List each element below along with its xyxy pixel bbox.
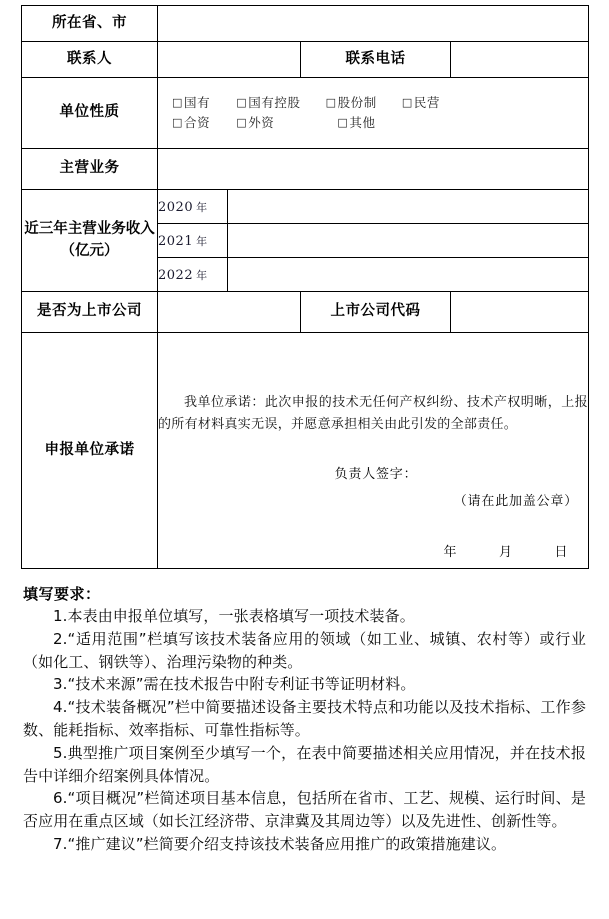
unit-nature-options	[158, 78, 589, 149]
table-row-contact	[22, 42, 589, 78]
revenue-year-value: 2022	[158, 267, 194, 283]
label-province-city: 所在省、市	[22, 6, 158, 42]
requirement-item-2: 2.“适用范围”栏填写该技术装备应用的领域（如工业、城镇、农村等）或行业（如化工、钢铁等）、治理污染物的种类。	[23, 629, 586, 671]
label-unit-nature: 单位性质	[22, 78, 158, 149]
input-contact-person[interactable]	[158, 42, 301, 78]
application-form-table	[21, 5, 589, 569]
table-row-unit-nature	[22, 78, 589, 149]
revenue-year-unit: 年	[196, 234, 208, 248]
table-row-province-city	[22, 6, 589, 42]
commitment-content	[158, 333, 589, 569]
date-year-label: 年	[443, 545, 457, 560]
table-row-revenue-2020	[22, 190, 589, 224]
checkbox-icon: □	[325, 95, 337, 109]
filling-requirements-section	[21, 583, 588, 856]
unit-nature-options-row-2	[158, 113, 588, 134]
input-main-business[interactable]	[158, 149, 589, 190]
checkbox-option-joint-venture[interactable]	[172, 117, 210, 130]
label-listed-code: 上市公司代码	[301, 292, 451, 333]
table-row-main-business	[22, 149, 589, 190]
unit-nature-options-row-1	[158, 93, 588, 114]
checkbox-option-private[interactable]	[401, 94, 441, 110]
revenue-year-value: 2021	[158, 233, 194, 249]
revenue-year-unit: 年	[196, 268, 208, 282]
label-commitment: 申报单位承诺	[22, 333, 158, 569]
checkbox-option-joint-stock[interactable]	[325, 94, 377, 110]
date-line	[158, 541, 574, 560]
input-province-city[interactable]	[158, 6, 589, 42]
label-contact-person: 联系人	[22, 42, 158, 78]
label-revenue-year-2020	[158, 190, 228, 224]
checkbox-option-other[interactable]	[337, 117, 375, 130]
label-main-business: 主营业务	[22, 149, 158, 190]
signature-label[interactable]: 负责人签字：	[334, 466, 418, 482]
checkbox-icon: □	[236, 116, 248, 129]
requirement-item-3: 3.“技术来源”需在技术报告中附专利证书等证明材料。	[53, 675, 416, 694]
checkbox-option-state-holding[interactable]	[236, 94, 301, 110]
checkbox-label: 国有	[184, 94, 211, 110]
input-is-listed[interactable]	[158, 292, 301, 333]
checkbox-icon: □	[172, 116, 183, 129]
input-revenue-2021[interactable]	[228, 224, 589, 258]
requirement-item-4: 4.“技术装备概况”栏中简要描述设备主要技术特点和功能以及技术指标、工作参数、能耗指标、效率指标、可靠性指标等。	[23, 698, 586, 739]
revenue-year-value: 2020	[158, 199, 194, 215]
requirement-item-6: 6.“项目概况”栏简述项目基本信息，包括所在省市、工艺、规模、运行时间、是否应用在重点区域（如长江经济带、京津冀及其周边等）以及先进性、创新性等。	[23, 789, 586, 831]
input-revenue-2020[interactable]	[228, 190, 589, 224]
checkbox-label: 其他	[349, 115, 376, 130]
checkbox-label: 股份制	[337, 94, 377, 110]
input-contact-phone[interactable]	[451, 42, 589, 78]
date-month-label: 月	[498, 545, 513, 560]
checkbox-label: 民营	[413, 94, 441, 110]
checkbox-label: 合资	[184, 115, 211, 130]
requirement-item-5: 5.典型推广项目案例至少填写一个，在表中简要描述相关应用情况，并在技术报告中详细介绍案例具体情况。	[23, 743, 586, 785]
filling-requirements-title: 填写要求：	[23, 585, 101, 603]
table-row-commitment	[22, 333, 589, 569]
input-listed-code[interactable]	[451, 292, 589, 333]
input-revenue-2022[interactable]	[228, 258, 589, 292]
seal-note: （请在此加盖公章）	[453, 493, 578, 509]
requirement-item-1: 1.本表由申报单位填写，一张表格填写一项技术装备。	[53, 607, 415, 625]
label-revenue-year-2021	[158, 224, 228, 258]
requirement-item-7: 7.“推广建议”栏简要介绍支持该技术装备应用推广的政策措施建议。	[53, 834, 507, 853]
checkbox-icon: □	[337, 116, 349, 129]
label-revenue-year-2022	[158, 258, 228, 292]
checkbox-icon: □	[172, 95, 183, 109]
table-row-listed	[22, 292, 589, 333]
checkbox-icon: □	[401, 95, 413, 109]
label-revenue: 近三年主营业务收入（亿元）	[22, 190, 158, 292]
checkbox-icon: □	[236, 95, 248, 109]
checkbox-label: 国有控股	[248, 94, 301, 110]
commitment-text: 我单位承诺：此次申报的技术无任何产权纠纷、技术产权明晰，上报的所有材料真实无误，并愿意承担相关由此引发的全部责任。	[158, 395, 588, 432]
checkbox-option-state-owned[interactable]	[172, 94, 211, 110]
label-contact-phone: 联系电话	[301, 42, 451, 78]
checkbox-option-foreign-funded[interactable]	[236, 117, 274, 130]
checkbox-label: 外资	[248, 115, 275, 130]
date-day-label: 日	[554, 545, 568, 560]
revenue-year-unit: 年	[196, 200, 208, 214]
label-is-listed: 是否为上市公司	[22, 292, 158, 333]
